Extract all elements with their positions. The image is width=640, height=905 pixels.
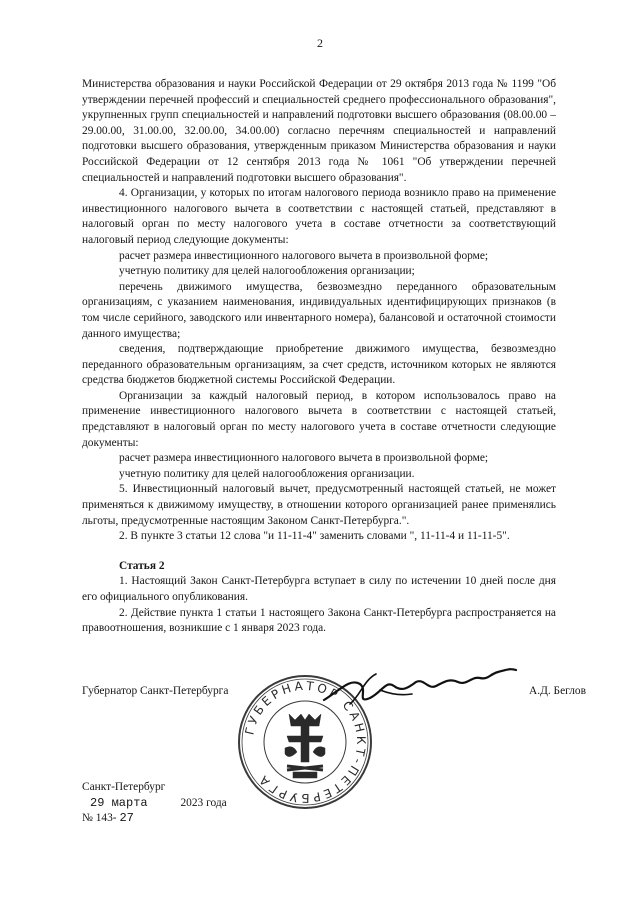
handwritten-signature: [320, 660, 520, 715]
paragraph-continued: Министерства образования и науки Российской Федерации от 29 октября 2013 года № 1199 "Об утверждении перечней профессий и специальностей среднего профессионального образования", укрупненных групп специальностей и направлений подготовки высшего образования (08.00.00 – 29.00.00, 31.00.00, 32.00.00, 34.00.00) согласно перечням специальностей и направлений подготовки высшего образования, утвержденным приказом Министерства образования и науки Российской Федерации от 12 сентября 2013 года № 1061 "Об утверждении перечней специальностей и направлений подготовки высшего образования".: [82, 78, 556, 184]
year-label: 2023 года: [180, 797, 227, 809]
place-of-signing: Санкт-Петербург: [82, 781, 166, 793]
signing-date: [82, 796, 282, 810]
article-2-item: 2. Действие пункта 1 статьи 1 настоящего Закона Санкт-Петербурга распространяется на правоотношения, возникшие с 1 января 2023 года.: [82, 606, 556, 635]
paragraph-list-item: перечень движимого имущества, безвозмездно переданного образовательным организациям, с указанием наименования, индивидуальных идентифицирующих признаков (в том числе серийного, заводского или инвентарного номера), балансовой и остаточной стоимости данного имущества;: [82, 280, 556, 340]
paragraph-item-4: 4. Организации, у которых по итогам налогового периода возникло право на применение инвестиционного налогового вычета в соответствии с настоящей статьей, представляют в налоговый орган по месту налогового учета в составе отчетности за соответствующий налоговый период следующие документы:: [82, 187, 556, 246]
paragraph-list-item: учетную политику для целей налогообложения организации;: [119, 265, 415, 278]
article-2-title: Статья 2: [119, 559, 165, 572]
paragraph-amendment-2: 2. В пункте 3 статьи 12 слова "и 11-11-4" заменить словами ", 11-11-4 и 11-11-5".: [119, 530, 510, 543]
paragraph-list-item: сведения, подтверждающие приобретение движимого имущества, безвозмездно переданного образовательным организациям, за счет средств, источником которых не являются средства бюджетов бюджетной системы Российской Федерации.: [82, 343, 556, 387]
paragraph-annual-docs: Организации за каждый налоговый период, в котором использовалось право на применение инвестиционного налогового вычета в соответствии с настоящей статьей, представляют в налоговый орган по месту налогового учета в составе отчетности следующие документы:: [82, 389, 556, 449]
article-2-item: 1. Настоящий Закон Санкт-Петербурга вступает в силу по истечении 10 дней после дня его официального опубликования.: [82, 575, 556, 603]
law-number-prefix: № 143-: [82, 812, 117, 824]
coat-of-arms-icon: [285, 714, 325, 778]
seal-text: ГУБЕРНАТОР САНКТ-ПЕТЕРБУРГА: [242, 678, 369, 806]
law-number: [82, 811, 134, 825]
paragraph-list-item: расчет размера инвестиционного налогового вычета в произвольной форме;: [119, 249, 489, 262]
paragraph-list-item: расчет размера инвестиционного налогового вычета в произвольной форме;: [119, 452, 489, 465]
date-handwritten: 29 марта: [90, 796, 148, 810]
signatory-name: А.Д. Беглов: [529, 685, 586, 697]
law-number-handwritten: 27: [119, 811, 134, 825]
paragraph-item-5: 5. Инвестиционный налоговый вычет, предусмотренный настоящей статьей, не может применяться к движимому имуществу, в отношении которого организацией ранее применялись льготы, предусмотренные настоящим Законом Санкт-Петербурга.".: [82, 483, 556, 527]
paragraph-list-item: учетную политику для целей налогообложения организации.: [119, 467, 415, 480]
signatory-position: Губернатор Санкт-Петербурга: [82, 685, 229, 697]
page-number: 2: [317, 36, 323, 50]
document-body: [82, 77, 556, 637]
